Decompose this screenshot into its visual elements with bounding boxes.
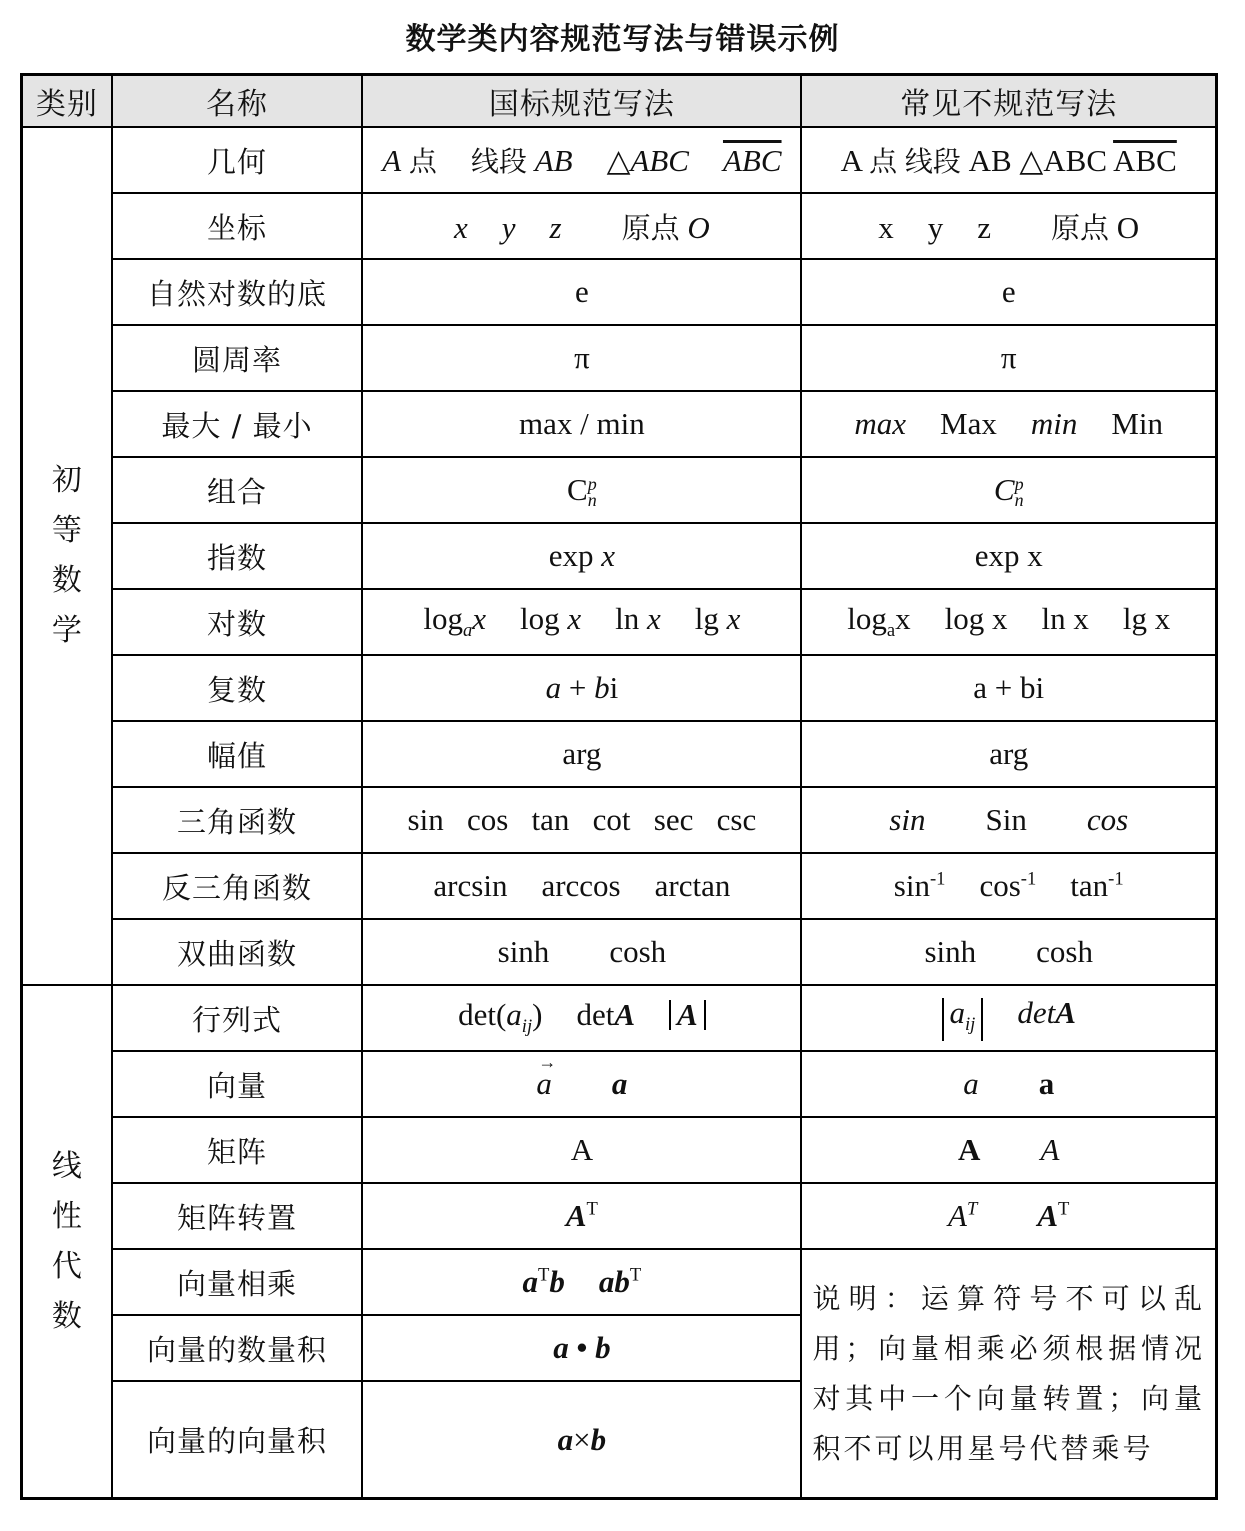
row-name: 对数 bbox=[112, 589, 363, 655]
table-row bbox=[22, 1183, 1217, 1249]
row-name: 向量 bbox=[112, 1051, 363, 1117]
nonstandard-cell: e bbox=[801, 259, 1216, 325]
table-row bbox=[22, 523, 1217, 589]
nonstandard-cell: $\log_ax$ log x ln x lg x bbox=[801, 589, 1216, 655]
row-name: 反三角函数 bbox=[112, 853, 363, 919]
table-row bbox=[22, 919, 1217, 985]
standard-cell: $\det(a_{ij})$ detA A bbox=[362, 985, 801, 1051]
table-row bbox=[22, 655, 1217, 721]
header-category: 类别 bbox=[22, 75, 112, 128]
table-row bbox=[22, 1117, 1217, 1183]
table-row bbox=[22, 193, 1217, 259]
row-name: 向量的向量积 bbox=[112, 1381, 363, 1499]
table-row bbox=[22, 127, 1217, 193]
table-row bbox=[22, 259, 1217, 325]
standard-cell: C p n bbox=[362, 457, 801, 523]
header-name: 名称 bbox=[112, 75, 363, 128]
nonstandard-cell: arg bbox=[801, 721, 1216, 787]
standard-cell: a → a bbox=[362, 1051, 801, 1117]
standard-cell: sin cos tan cot sec csc bbox=[362, 787, 801, 853]
standard-cell: A 点 线段 AB △ABC $\overline{ABC}$ bbox=[362, 127, 801, 193]
header-nonstandard: 常见不规范写法 bbox=[801, 75, 1216, 128]
nonstandard-cell: max Max min Min bbox=[801, 391, 1216, 457]
category-linear-algebra: 线 性 代 数 bbox=[22, 985, 112, 1499]
row-name: 最大 / 最小 bbox=[112, 391, 363, 457]
standard-cell: sinh cosh bbox=[362, 919, 801, 985]
row-name: 行列式 bbox=[112, 985, 363, 1051]
standard-cell: $A^T$ bbox=[362, 1183, 801, 1249]
standard-cell: x y z 原点 O bbox=[362, 193, 801, 259]
explanation-note: 说明：运算符号不可以乱用；向量相乘必须根据情况对其中一个向量转置；向量积不可以用星号代替乘号 bbox=[801, 1249, 1216, 1499]
row-name: 幅值 bbox=[112, 721, 363, 787]
table-row bbox=[22, 457, 1217, 523]
row-name: 双曲函数 bbox=[112, 919, 363, 985]
nonstandard-cell: $a_{ij}$ detA bbox=[801, 985, 1216, 1051]
category-elementary-math: 初 等 数 学 bbox=[22, 127, 112, 985]
standard-cell: arg bbox=[362, 721, 801, 787]
table-row bbox=[22, 391, 1217, 457]
row-name: 自然对数的底 bbox=[112, 259, 363, 325]
table-row bbox=[22, 787, 1217, 853]
nonstandard-cell: π bbox=[801, 325, 1216, 391]
standard-cell: e bbox=[362, 259, 801, 325]
standard-cell: a×b bbox=[362, 1381, 801, 1499]
row-name: 几何 bbox=[112, 127, 363, 193]
table-row bbox=[22, 1249, 1217, 1315]
standard-cell: $a^Tb$ $ab^T$ bbox=[362, 1249, 801, 1315]
nonstandard-cell: x y z 原点 O bbox=[801, 193, 1216, 259]
nonstandard-cell: A A bbox=[801, 1117, 1216, 1183]
row-name: 坐标 bbox=[112, 193, 363, 259]
standard-cell: $\log_ax$ log x ln x lg x bbox=[362, 589, 801, 655]
header-row bbox=[22, 75, 1217, 128]
nonstandard-cell: A 点 线段 AB △ABC $\overline{ABC}$ bbox=[801, 127, 1216, 193]
notation-table bbox=[20, 73, 1218, 1500]
standard-cell: max / min bbox=[362, 391, 801, 457]
row-name: 矩阵转置 bbox=[112, 1183, 363, 1249]
row-name: 矩阵 bbox=[112, 1117, 363, 1183]
table-row bbox=[22, 1051, 1217, 1117]
row-name: 圆周率 bbox=[112, 325, 363, 391]
standard-cell: a + bi bbox=[362, 655, 801, 721]
nonstandard-cell: exp x bbox=[801, 523, 1216, 589]
nonstandard-cell: a a bbox=[801, 1051, 1216, 1117]
row-name: 复数 bbox=[112, 655, 363, 721]
row-name: 指数 bbox=[112, 523, 363, 589]
page-title: 数学类内容规范写法与错误示例 bbox=[405, 22, 840, 57]
nonstandard-cell: C p n bbox=[801, 457, 1216, 523]
standard-cell: π bbox=[362, 325, 801, 391]
nonstandard-cell: a + bi bbox=[801, 655, 1216, 721]
table-row bbox=[22, 985, 1217, 1051]
table-row bbox=[22, 853, 1217, 919]
standard-cell: a • b bbox=[362, 1315, 801, 1381]
standard-cell: arcsin arccos arctan bbox=[362, 853, 801, 919]
table-row bbox=[22, 721, 1217, 787]
standard-cell: exp x bbox=[362, 523, 801, 589]
row-name: 向量相乘 bbox=[112, 1249, 363, 1315]
nonstandard-cell: sin Sin cos bbox=[801, 787, 1216, 853]
row-name: 组合 bbox=[112, 457, 363, 523]
table-row bbox=[22, 589, 1217, 655]
nonstandard-cell: sinh cosh bbox=[801, 919, 1216, 985]
nonstandard-cell: $A^T$ $A^T$ bbox=[801, 1183, 1216, 1249]
table-row bbox=[22, 325, 1217, 391]
standard-cell: A bbox=[362, 1117, 801, 1183]
nonstandard-cell: $\sin^{-1} \cos^{-1} \tan^{-1}$ bbox=[801, 853, 1216, 919]
row-name: 三角函数 bbox=[112, 787, 363, 853]
row-name: 向量的数量积 bbox=[112, 1315, 363, 1381]
header-standard: 国标规范写法 bbox=[362, 75, 801, 128]
